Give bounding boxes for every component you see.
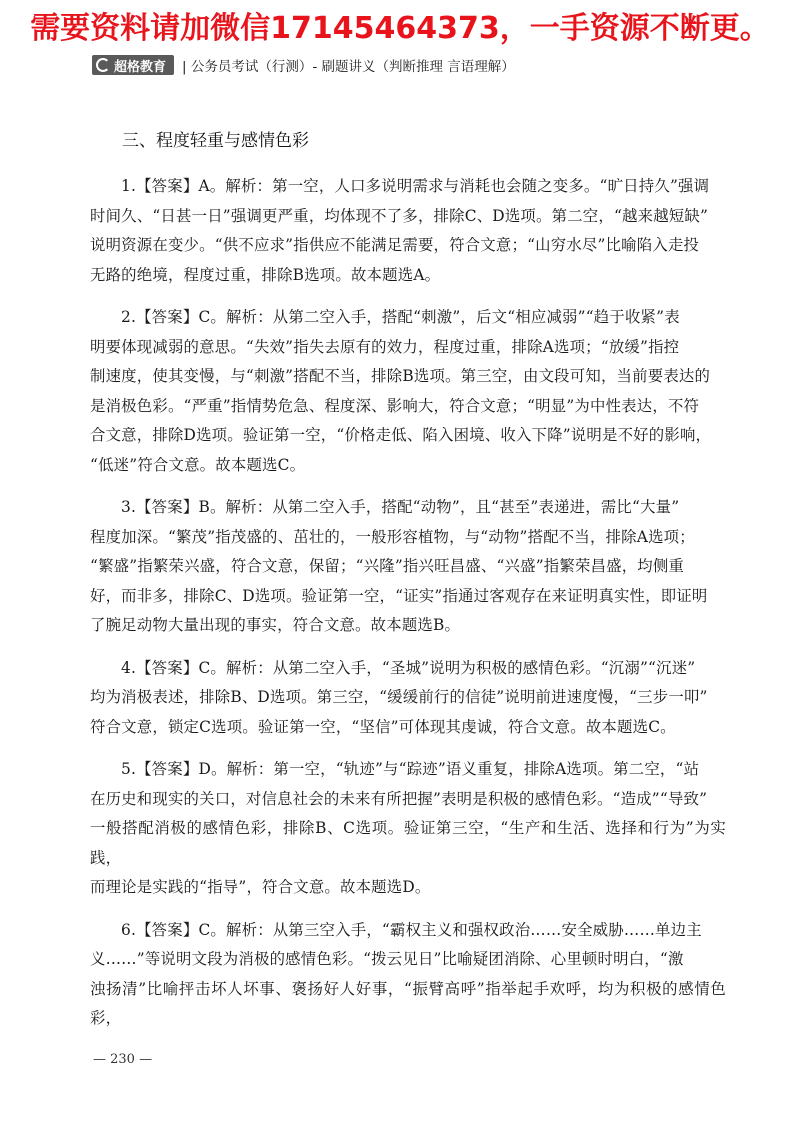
answer-item-3 <box>90 493 726 641</box>
answer-item-6 <box>90 916 726 1034</box>
answer-line: 在历史和现实的关口，对信息社会的未来有所把握”表明是积极的感情色彩。“造成”“导致” <box>90 789 708 808</box>
answer-line: 时间久、“日甚一日”强调更严重，均体现不了多，排除C、D选项。第二空，“越来越短缺” <box>90 206 709 225</box>
answer-item-4 <box>90 654 726 743</box>
logo-icon <box>96 58 110 72</box>
answer-line: 一般搭配消极的感情色彩，排除B、C选项。验证第三空，“生产和生活、选择和行为”为实践， <box>90 819 726 867</box>
answer-line: 合文意，排除D选项。验证第一空，“价格走低、陷入困境、收入下降”说明是不好的影响， <box>90 426 712 444</box>
answer-line: 浊扬清”比喻抨击坏人坏事、褒扬好人好事，“振臂高呼”指举起手欢呼，均为积极的感情色彩， <box>90 979 726 1027</box>
answer-line: 2.【答案】C。解析：从第二空入手，搭配“刺激”，后文“相应减弱”“趋于收紧”表 <box>121 308 680 326</box>
answer-line: 制速度，使其变慢，与“刺激”搭配不当，排除B选项。第三空，由文段可知，当前要表达的 <box>90 367 711 385</box>
answer-list <box>90 172 726 1047</box>
answer-line: 了腕足动物大量出现的事实，符合文意。故本题选B。 <box>90 616 461 634</box>
answer-line: 均为消极表述，排除B、D选项。第三空，“缓缓前行的信徒”说明前进速度慢，“三步一叩” <box>90 688 708 706</box>
answer-item-1 <box>90 172 726 290</box>
page-header <box>92 54 515 76</box>
answer-line: 好，而非多，排除C、D选项。验证第一空，“证实”指通过客观存在来证明真实性，即证明 <box>90 586 708 605</box>
answer-line: 6.【答案】C。解析：从第三空入手，“霸权主义和强权政治……安全威胁……单边主 <box>121 920 702 939</box>
answer-line: 明要体现减弱的意思。“失效”指失去原有的效力，程度过重，排除A选项；“放缓”指控 <box>90 337 680 356</box>
answer-item-5 <box>90 755 726 903</box>
brand-logo <box>92 55 174 75</box>
answer-line: 说明资源在变少。“供不应求”指供应不能满足需要，符合文意；“山穷水尽”比喻陷入走投 <box>90 236 700 254</box>
watermark-banner: 需要资料请加微信17145464373，一手资源不断更。 <box>30 11 770 46</box>
answer-line: 3.【答案】B。解析：从第二空入手，搭配“动物”，且“甚至”表递进，需比“大量” <box>121 498 680 516</box>
page-number: — 230 — <box>93 1052 153 1067</box>
answer-line: 是消极色彩。“严重”指情势危急、程度深、影响大，符合文意；“明显”为中性表达，不符 <box>90 396 700 415</box>
logo-text: 超格教育 <box>114 59 167 75</box>
answer-line: 5.【答案】D。解析：第一空，“轨迹”与“踪迹”语义重复，排除A选项。第二空，“站 <box>121 760 700 778</box>
answer-line: 义……”等说明文段为消极的感情色彩。“拨云见日”比喻疑团消除、心里顿时明白，“激 <box>90 950 684 968</box>
answer-item-2 <box>90 303 726 480</box>
answer-line: “繁盛”指繁荣兴盛，符合文意，保留；“兴隆”指兴旺昌盛、“兴盛”指繁荣昌盛，均侧重 <box>90 557 685 575</box>
section-title: 三、程度轻重与感情色彩 <box>122 131 309 151</box>
answer-line: “低迷”符合文意。故本题选C。 <box>90 455 306 474</box>
answer-line: 而理论是实践的“指导”，符合文意。故本题选D。 <box>90 878 431 896</box>
answer-line: 符合文意，锁定C选项。验证第一空，“坚信”可体现其虔诚，符合文意。故本题选C。 <box>90 717 676 736</box>
answer-line: 1.【答案】A。解析：第一空，人口多说明需求与消耗也会随之变多。“旷日持久”强调 <box>121 177 710 195</box>
header-title: | 公务员考试（行测）- 刷题讲义（判断推理 言语理解） <box>182 59 515 75</box>
answer-line: 程度加深。“繁茂”指茂盛的、茁壮的，一般形容植物，与“动物”搭配不当，排除A选项； <box>90 527 695 546</box>
answer-line: 4.【答案】C。解析：从第二空入手，“圣城”说明为积极的感情色彩。“沉溺”“沉迷” <box>121 658 696 677</box>
answer-line: 无路的绝境，程度过重，排除B选项。故本题选A。 <box>90 265 441 284</box>
